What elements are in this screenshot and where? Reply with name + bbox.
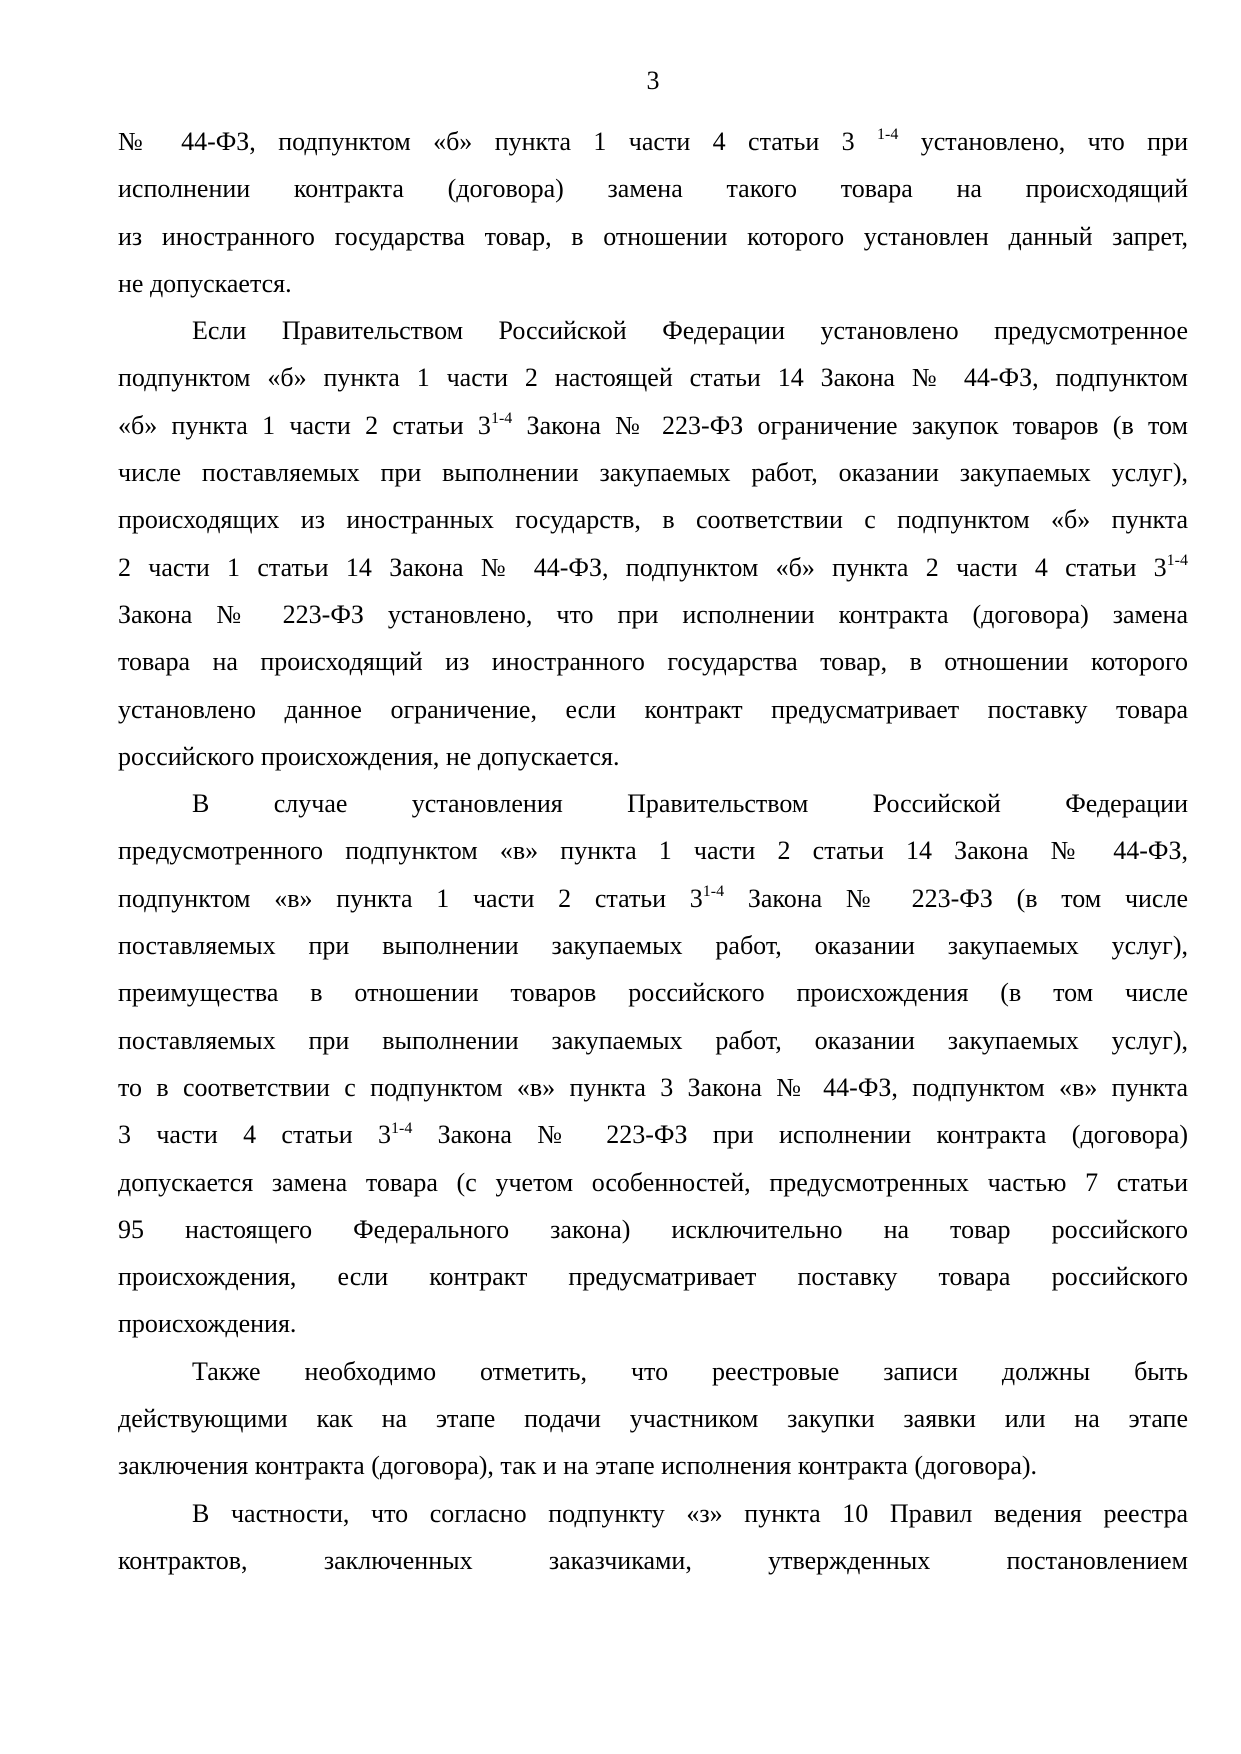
- text-line: поставляемых при выполнении закупаемых работ, оказании закупаемых услуг),: [118, 1025, 1188, 1055]
- text-line: российского происхождения, не допускается.: [118, 741, 620, 771]
- text-line: происхождения.: [118, 1309, 297, 1339]
- text-line: то в соответствии с подпунктом «в» пункта 3 Закона № 44-ФЗ, подпунктом «в» пункта: [118, 1072, 1188, 1102]
- text-line: происходящих из иностранных государств, в соответствии с подпунктом «б» пункта: [118, 505, 1188, 535]
- text-line: Также необходимо отметить, что реестровые записи должны быть: [192, 1356, 1188, 1386]
- document-body: [118, 118, 1188, 1584]
- text-line: происхождения, если контракт предусматривает поставку товара российского: [118, 1262, 1188, 1292]
- text-line: В частности, что согласно подпункту «з» пункта 10 Правил ведения реестра: [192, 1498, 1188, 1528]
- superscript: 1-4: [390, 1119, 413, 1137]
- text-line: преимущества в отношении товаров российского происхождения (в том числе: [118, 978, 1188, 1008]
- text-line: из иностранного государства товар, в отношении которого установлен данный запрет,: [118, 221, 1188, 251]
- paragraph: [118, 118, 1188, 307]
- text-line: не допускается.: [118, 268, 292, 298]
- text-line: № 44-ФЗ, подпунктом «б» пункта 1 части 4 статьи 3 $^{1-4}$ установлено, что при: [118, 126, 1188, 156]
- paragraph: [118, 1348, 1188, 1490]
- superscript: 1-4: [1166, 552, 1188, 570]
- text-line: исполнении контракта (договора) замена такого товара на происходящий: [118, 174, 1188, 204]
- text-line: Если Правительством Российской Федерации установлено предусмотренное: [192, 316, 1188, 346]
- text-line: предусмотренного подпунктом «в» пункта 1 части 2 статьи 14 Закона № 44-ФЗ,: [118, 836, 1188, 866]
- text-line: подпунктом «б» пункта 1 части 2 настоящей статьи 14 Закона № 44-ФЗ, подпунктом: [118, 363, 1188, 393]
- text-line: Закона № 223-ФЗ установлено, что при исполнении контракта (договора) замена: [118, 599, 1188, 629]
- text-line: числе поставляемых при выполнении закупаемых работ, оказании закупаемых услуг),: [118, 458, 1188, 488]
- text-line: товара на происходящий из иностранного государства товар, в отношении которого: [118, 647, 1188, 677]
- superscript: 1-4: [490, 410, 513, 428]
- paragraph: [118, 307, 1188, 780]
- superscript: 1-4: [702, 883, 725, 901]
- text-line: 95 настоящего Федерального закона) исключительно на товар российского: [118, 1214, 1188, 1244]
- text-line: «б» пункта 1 части 2 статьи 3$^{1-4}$ Закона № 223-ФЗ ограничение закупок товаров (в том: [118, 410, 1189, 440]
- text-line: заключения контракта (договора), так и на этапе исполнения контракта (договора).: [118, 1451, 1038, 1481]
- text-line: поставляемых при выполнении закупаемых работ, оказании закупаемых услуг),: [118, 931, 1188, 961]
- text-line: действующими как на этапе подачи участником закупки заявки или на этапе: [118, 1404, 1188, 1434]
- text-line: подпунктом «в» пункта 1 части 2 статьи 3$^{1-4}$ Закона № 223-ФЗ (в том числе: [118, 883, 1188, 913]
- text-line: 2 части 1 статьи 14 Закона № 44-ФЗ, подпунктом «б» пункта 2 части 4 статьи 3$^{1-4}$: [118, 552, 1188, 582]
- superscript: 1-4: [877, 126, 899, 144]
- page-number: 3: [646, 66, 660, 95]
- text-line: В случае установления Правительством Российской Федерации: [192, 789, 1188, 819]
- paragraph: [118, 1490, 1188, 1585]
- text-line: контрактов, заключенных заказчиками, утвержденных постановлением: [118, 1545, 1188, 1575]
- paragraph: [118, 780, 1188, 1348]
- text-line: 3 части 4 статьи 3$^{1-4}$ Закона № 223-ФЗ при исполнении контракта (договора): [118, 1119, 1188, 1150]
- text-line: допускается замена товара (с учетом особенностей, предусмотренных частью 7 статьи: [118, 1167, 1188, 1197]
- text-line: установлено данное ограничение, если контракт предусматривает поставку товара: [118, 694, 1188, 724]
